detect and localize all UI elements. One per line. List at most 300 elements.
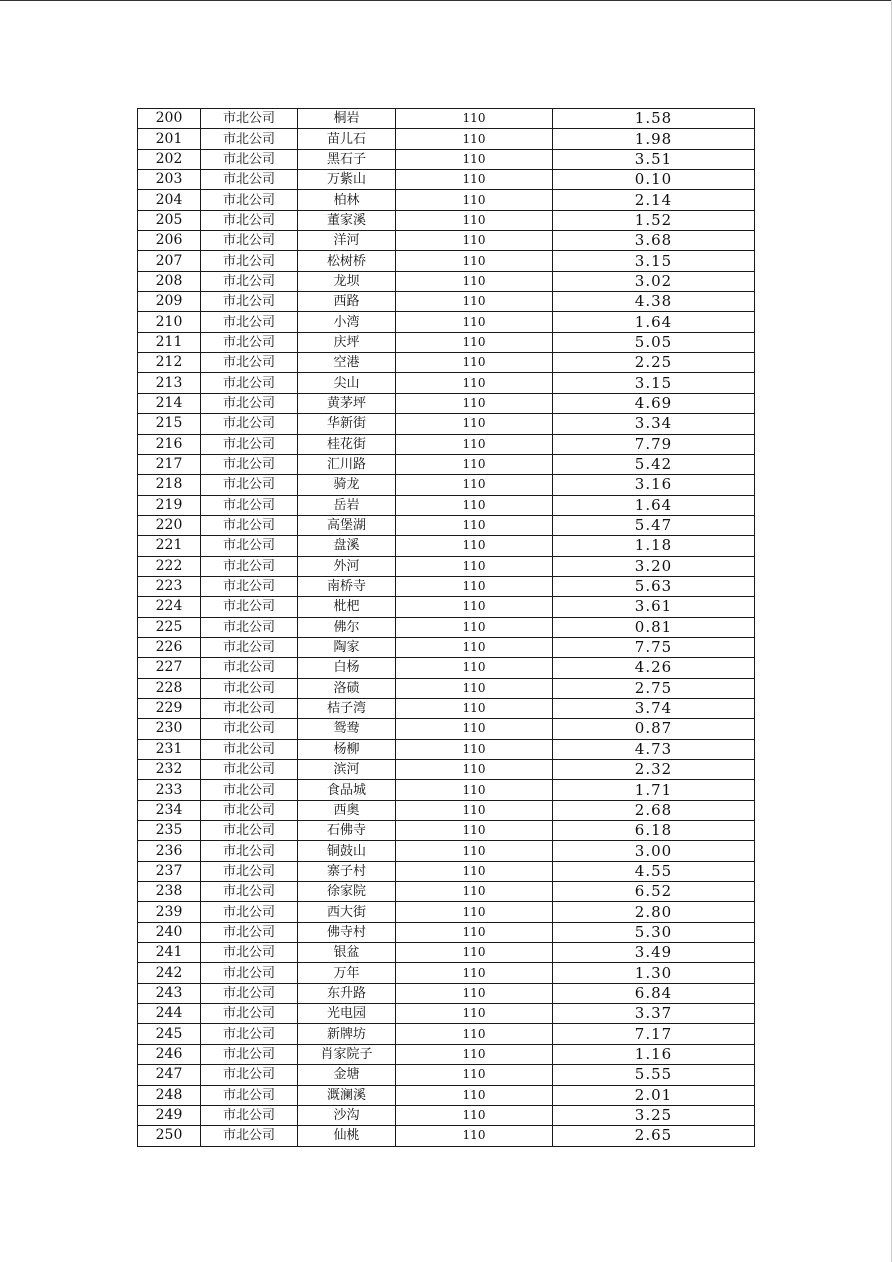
substation-name-cell: 肖家院子 — [298, 1044, 396, 1064]
table-row — [138, 475, 755, 495]
value-cell: 3.34 — [553, 414, 755, 434]
substation-name-cell: 桂花街 — [298, 434, 396, 454]
table-row — [138, 454, 755, 474]
voltage-cell: 110 — [396, 963, 553, 983]
voltage-cell: 110 — [396, 1126, 553, 1146]
substation-name-cell: 佛尔 — [298, 617, 396, 637]
voltage-cell: 110 — [396, 515, 553, 535]
substation-name-cell: 庆坪 — [298, 332, 396, 352]
value-cell: 3.02 — [553, 271, 755, 291]
value-cell: 1.18 — [553, 536, 755, 556]
substation-name-cell: 南桥寺 — [298, 576, 396, 596]
table-row — [138, 393, 755, 413]
row-index-cell: 220 — [138, 515, 201, 535]
voltage-cell: 110 — [396, 332, 553, 352]
company-cell: 市北公司 — [201, 1044, 298, 1064]
substation-name-cell: 枇杷 — [298, 597, 396, 617]
company-cell: 市北公司 — [201, 861, 298, 881]
voltage-cell: 110 — [396, 902, 553, 922]
value-cell: 3.61 — [553, 597, 755, 617]
substation-name-cell: 徐家院 — [298, 882, 396, 902]
company-cell: 市北公司 — [201, 1065, 298, 1085]
table-row — [138, 129, 755, 149]
row-index-cell: 245 — [138, 1024, 201, 1044]
row-index-cell: 231 — [138, 739, 201, 759]
row-index-cell: 201 — [138, 129, 201, 149]
company-cell: 市北公司 — [201, 1126, 298, 1146]
value-cell: 7.75 — [553, 637, 755, 657]
row-index-cell: 234 — [138, 800, 201, 820]
row-index-cell: 229 — [138, 698, 201, 718]
table-row — [138, 556, 755, 576]
voltage-cell: 110 — [396, 922, 553, 942]
substation-name-cell: 董家溪 — [298, 210, 396, 230]
company-cell: 市北公司 — [201, 292, 298, 312]
value-cell: 1.64 — [553, 312, 755, 332]
value-cell: 3.68 — [553, 231, 755, 251]
company-cell: 市北公司 — [201, 576, 298, 596]
voltage-cell: 110 — [396, 637, 553, 657]
table-row — [138, 698, 755, 718]
company-cell: 市北公司 — [201, 760, 298, 780]
company-cell: 市北公司 — [201, 1085, 298, 1105]
company-cell: 市北公司 — [201, 841, 298, 861]
table-row — [138, 149, 755, 169]
company-cell: 市北公司 — [201, 495, 298, 515]
value-cell: 2.65 — [553, 1126, 755, 1146]
value-cell: 4.26 — [553, 658, 755, 678]
row-index-cell: 233 — [138, 780, 201, 800]
table-row — [138, 841, 755, 861]
company-cell: 市北公司 — [201, 312, 298, 332]
company-cell: 市北公司 — [201, 678, 298, 698]
company-cell: 市北公司 — [201, 1024, 298, 1044]
substation-name-cell: 洛碛 — [298, 678, 396, 698]
substation-name-cell: 柏林 — [298, 190, 396, 210]
voltage-cell: 110 — [396, 210, 553, 230]
row-index-cell: 249 — [138, 1105, 201, 1125]
row-index-cell: 210 — [138, 312, 201, 332]
row-index-cell: 230 — [138, 719, 201, 739]
voltage-cell: 110 — [396, 414, 553, 434]
company-cell: 市北公司 — [201, 821, 298, 841]
voltage-cell: 110 — [396, 556, 553, 576]
value-cell: 0.10 — [553, 170, 755, 190]
value-cell: 5.42 — [553, 454, 755, 474]
voltage-cell: 110 — [396, 617, 553, 637]
company-cell: 市北公司 — [201, 902, 298, 922]
table-row — [138, 637, 755, 657]
row-index-cell: 240 — [138, 922, 201, 942]
row-index-cell: 243 — [138, 983, 201, 1003]
substation-name-cell: 白杨 — [298, 658, 396, 678]
value-cell: 7.17 — [553, 1024, 755, 1044]
value-cell: 1.98 — [553, 129, 755, 149]
value-cell: 0.87 — [553, 719, 755, 739]
voltage-cell: 110 — [396, 983, 553, 1003]
substation-name-cell: 佛寺村 — [298, 922, 396, 942]
value-cell: 3.25 — [553, 1105, 755, 1125]
row-index-cell: 250 — [138, 1126, 201, 1146]
table-row — [138, 231, 755, 251]
value-cell: 2.80 — [553, 902, 755, 922]
substation-name-cell: 盘溪 — [298, 536, 396, 556]
row-index-cell: 208 — [138, 271, 201, 291]
table-row — [138, 210, 755, 230]
table-row — [138, 943, 755, 963]
row-index-cell: 228 — [138, 678, 201, 698]
company-cell: 市北公司 — [201, 780, 298, 800]
substation-name-cell: 鸳鸯 — [298, 719, 396, 739]
value-cell: 3.20 — [553, 556, 755, 576]
value-cell: 3.16 — [553, 475, 755, 495]
value-cell: 6.18 — [553, 821, 755, 841]
voltage-cell: 110 — [396, 129, 553, 149]
voltage-cell: 110 — [396, 719, 553, 739]
company-cell: 市北公司 — [201, 251, 298, 271]
table-row — [138, 861, 755, 881]
table-row — [138, 617, 755, 637]
row-index-cell: 246 — [138, 1044, 201, 1064]
table-row — [138, 576, 755, 596]
substation-name-cell: 万紫山 — [298, 170, 396, 190]
company-cell: 市北公司 — [201, 943, 298, 963]
company-cell: 市北公司 — [201, 800, 298, 820]
voltage-cell: 110 — [396, 251, 553, 271]
table-row — [138, 190, 755, 210]
voltage-cell: 110 — [396, 1105, 553, 1125]
value-cell: 1.30 — [553, 963, 755, 983]
substation-name-cell: 外河 — [298, 556, 396, 576]
substation-name-cell: 杨柳 — [298, 739, 396, 759]
substation-name-cell: 松树桥 — [298, 251, 396, 271]
table-row — [138, 292, 755, 312]
row-index-cell: 244 — [138, 1004, 201, 1024]
company-cell: 市北公司 — [201, 475, 298, 495]
value-cell: 4.38 — [553, 292, 755, 312]
voltage-cell: 110 — [396, 678, 553, 698]
value-cell: 3.49 — [553, 943, 755, 963]
substation-name-cell: 洋河 — [298, 231, 396, 251]
company-cell: 市北公司 — [201, 515, 298, 535]
row-index-cell: 241 — [138, 943, 201, 963]
company-cell: 市北公司 — [201, 963, 298, 983]
row-index-cell: 212 — [138, 353, 201, 373]
substation-name-cell: 岳岩 — [298, 495, 396, 515]
voltage-cell: 110 — [396, 1044, 553, 1064]
value-cell: 1.71 — [553, 780, 755, 800]
table-row — [138, 963, 755, 983]
company-cell: 市北公司 — [201, 210, 298, 230]
substation-name-cell: 汇川路 — [298, 454, 396, 474]
substation-name-cell: 黑石子 — [298, 149, 396, 169]
value-cell: 2.25 — [553, 353, 755, 373]
company-cell: 市北公司 — [201, 1004, 298, 1024]
company-cell: 市北公司 — [201, 739, 298, 759]
row-index-cell: 239 — [138, 902, 201, 922]
row-index-cell: 226 — [138, 637, 201, 657]
row-index-cell: 200 — [138, 109, 201, 129]
table-row — [138, 597, 755, 617]
table-row — [138, 800, 755, 820]
table-row — [138, 434, 755, 454]
substation-name-cell: 铜鼓山 — [298, 841, 396, 861]
value-cell: 3.15 — [553, 251, 755, 271]
substation-name-cell: 食品城 — [298, 780, 396, 800]
table-row — [138, 882, 755, 902]
table-body — [138, 109, 755, 1147]
voltage-cell: 110 — [396, 271, 553, 291]
voltage-cell: 110 — [396, 597, 553, 617]
substation-name-cell: 骑龙 — [298, 475, 396, 495]
substation-name-cell: 华新街 — [298, 414, 396, 434]
voltage-cell: 110 — [396, 861, 553, 881]
row-index-cell: 242 — [138, 963, 201, 983]
substation-name-cell: 尖山 — [298, 373, 396, 393]
row-index-cell: 204 — [138, 190, 201, 210]
voltage-cell: 110 — [396, 800, 553, 820]
company-cell: 市北公司 — [201, 109, 298, 129]
value-cell: 5.47 — [553, 515, 755, 535]
value-cell: 2.32 — [553, 760, 755, 780]
table-row — [138, 414, 755, 434]
substation-name-cell: 黄茅坪 — [298, 393, 396, 413]
row-index-cell: 207 — [138, 251, 201, 271]
value-cell: 5.30 — [553, 922, 755, 942]
table-row — [138, 312, 755, 332]
value-cell: 2.68 — [553, 800, 755, 820]
row-index-cell: 223 — [138, 576, 201, 596]
row-index-cell: 217 — [138, 454, 201, 474]
table-row — [138, 1105, 755, 1125]
table-row — [138, 536, 755, 556]
voltage-cell: 110 — [396, 393, 553, 413]
company-cell: 市北公司 — [201, 536, 298, 556]
voltage-cell: 110 — [396, 760, 553, 780]
substation-name-cell: 小湾 — [298, 312, 396, 332]
voltage-cell: 110 — [396, 1085, 553, 1105]
table-row — [138, 760, 755, 780]
company-cell: 市北公司 — [201, 658, 298, 678]
table-row — [138, 1085, 755, 1105]
row-index-cell: 237 — [138, 861, 201, 881]
table-row — [138, 780, 755, 800]
table-row — [138, 658, 755, 678]
table-row — [138, 1004, 755, 1024]
substation-name-cell: 寨子村 — [298, 861, 396, 881]
voltage-cell: 110 — [396, 109, 553, 129]
voltage-cell: 110 — [396, 149, 553, 169]
row-index-cell: 206 — [138, 231, 201, 251]
value-cell: 4.55 — [553, 861, 755, 881]
page-top-border — [0, 0, 892, 1]
substation-name-cell: 沙沟 — [298, 1105, 396, 1125]
substation-name-cell: 光电园 — [298, 1004, 396, 1024]
voltage-cell: 110 — [396, 780, 553, 800]
voltage-cell: 110 — [396, 373, 553, 393]
voltage-cell: 110 — [396, 1024, 553, 1044]
voltage-cell: 110 — [396, 434, 553, 454]
company-cell: 市北公司 — [201, 882, 298, 902]
substation-name-cell: 溉澜溪 — [298, 1085, 396, 1105]
company-cell: 市北公司 — [201, 617, 298, 637]
table-row — [138, 332, 755, 352]
table-row — [138, 271, 755, 291]
company-cell: 市北公司 — [201, 922, 298, 942]
substation-name-cell: 新牌坊 — [298, 1024, 396, 1044]
substation-name-cell: 桐岩 — [298, 109, 396, 129]
substation-table — [137, 108, 755, 1147]
row-index-cell: 236 — [138, 841, 201, 861]
company-cell: 市北公司 — [201, 271, 298, 291]
value-cell: 6.52 — [553, 882, 755, 902]
substation-name-cell: 石佛寺 — [298, 821, 396, 841]
substation-name-cell: 西路 — [298, 292, 396, 312]
value-cell: 6.84 — [553, 983, 755, 1003]
substation-name-cell: 银盆 — [298, 943, 396, 963]
value-cell: 4.69 — [553, 393, 755, 413]
table-row — [138, 515, 755, 535]
row-index-cell: 202 — [138, 149, 201, 169]
substation-name-cell: 苗儿石 — [298, 129, 396, 149]
row-index-cell: 203 — [138, 170, 201, 190]
value-cell: 2.14 — [553, 190, 755, 210]
company-cell: 市北公司 — [201, 698, 298, 718]
table-row — [138, 1024, 755, 1044]
row-index-cell: 205 — [138, 210, 201, 230]
company-cell: 市北公司 — [201, 393, 298, 413]
value-cell: 4.73 — [553, 739, 755, 759]
row-index-cell: 214 — [138, 393, 201, 413]
table-row — [138, 821, 755, 841]
value-cell: 1.58 — [553, 109, 755, 129]
row-index-cell: 221 — [138, 536, 201, 556]
voltage-cell: 110 — [396, 1065, 553, 1085]
table-row — [138, 353, 755, 373]
company-cell: 市北公司 — [201, 597, 298, 617]
substation-name-cell: 陶家 — [298, 637, 396, 657]
row-index-cell: 215 — [138, 414, 201, 434]
value-cell: 3.00 — [553, 841, 755, 861]
voltage-cell: 110 — [396, 658, 553, 678]
row-index-cell: 238 — [138, 882, 201, 902]
voltage-cell: 110 — [396, 821, 553, 841]
voltage-cell: 110 — [396, 841, 553, 861]
value-cell: 1.52 — [553, 210, 755, 230]
company-cell: 市北公司 — [201, 170, 298, 190]
row-index-cell: 224 — [138, 597, 201, 617]
table-row — [138, 719, 755, 739]
company-cell: 市北公司 — [201, 129, 298, 149]
substation-name-cell: 龙坝 — [298, 271, 396, 291]
substation-name-cell: 空港 — [298, 353, 396, 373]
row-index-cell: 213 — [138, 373, 201, 393]
company-cell: 市北公司 — [201, 373, 298, 393]
company-cell: 市北公司 — [201, 149, 298, 169]
table-row — [138, 251, 755, 271]
table-row — [138, 739, 755, 759]
company-cell: 市北公司 — [201, 637, 298, 657]
value-cell: 5.05 — [553, 332, 755, 352]
voltage-cell: 110 — [396, 1004, 553, 1024]
substation-name-cell: 高堡湖 — [298, 515, 396, 535]
company-cell: 市北公司 — [201, 983, 298, 1003]
company-cell: 市北公司 — [201, 1105, 298, 1125]
value-cell: 2.01 — [553, 1085, 755, 1105]
table-row — [138, 495, 755, 515]
row-index-cell: 232 — [138, 760, 201, 780]
voltage-cell: 110 — [396, 231, 553, 251]
company-cell: 市北公司 — [201, 434, 298, 454]
voltage-cell: 110 — [396, 739, 553, 759]
value-cell: 3.37 — [553, 1004, 755, 1024]
voltage-cell: 110 — [396, 943, 553, 963]
value-cell: 5.63 — [553, 576, 755, 596]
value-cell: 3.51 — [553, 149, 755, 169]
table-row — [138, 1126, 755, 1146]
table-row — [138, 1065, 755, 1085]
voltage-cell: 110 — [396, 190, 553, 210]
row-index-cell: 225 — [138, 617, 201, 637]
table-row — [138, 109, 755, 129]
value-cell: 7.79 — [553, 434, 755, 454]
substation-name-cell: 万年 — [298, 963, 396, 983]
substation-name-cell: 西奥 — [298, 800, 396, 820]
voltage-cell: 110 — [396, 698, 553, 718]
value-cell: 1.64 — [553, 495, 755, 515]
row-index-cell: 211 — [138, 332, 201, 352]
voltage-cell: 110 — [396, 454, 553, 474]
voltage-cell: 110 — [396, 312, 553, 332]
voltage-cell: 110 — [396, 495, 553, 515]
voltage-cell: 110 — [396, 353, 553, 373]
company-cell: 市北公司 — [201, 190, 298, 210]
row-index-cell: 248 — [138, 1085, 201, 1105]
table-row — [138, 902, 755, 922]
company-cell: 市北公司 — [201, 454, 298, 474]
company-cell: 市北公司 — [201, 353, 298, 373]
row-index-cell: 219 — [138, 495, 201, 515]
value-cell: 3.15 — [553, 373, 755, 393]
company-cell: 市北公司 — [201, 414, 298, 434]
value-cell: 2.75 — [553, 678, 755, 698]
voltage-cell: 110 — [396, 170, 553, 190]
voltage-cell: 110 — [396, 882, 553, 902]
company-cell: 市北公司 — [201, 719, 298, 739]
substation-name-cell: 滨河 — [298, 760, 396, 780]
company-cell: 市北公司 — [201, 332, 298, 352]
voltage-cell: 110 — [396, 576, 553, 596]
substation-name-cell: 桔子湾 — [298, 698, 396, 718]
value-cell: 3.74 — [553, 698, 755, 718]
table-row — [138, 1044, 755, 1064]
substation-name-cell: 仙桃 — [298, 1126, 396, 1146]
table-row — [138, 170, 755, 190]
company-cell: 市北公司 — [201, 231, 298, 251]
row-index-cell: 227 — [138, 658, 201, 678]
row-index-cell: 209 — [138, 292, 201, 312]
value-cell: 0.81 — [553, 617, 755, 637]
row-index-cell: 235 — [138, 821, 201, 841]
voltage-cell: 110 — [396, 536, 553, 556]
row-index-cell: 222 — [138, 556, 201, 576]
company-cell: 市北公司 — [201, 556, 298, 576]
row-index-cell: 218 — [138, 475, 201, 495]
substation-name-cell: 东升路 — [298, 983, 396, 1003]
row-index-cell: 216 — [138, 434, 201, 454]
value-cell: 1.16 — [553, 1044, 755, 1064]
table-row — [138, 983, 755, 1003]
